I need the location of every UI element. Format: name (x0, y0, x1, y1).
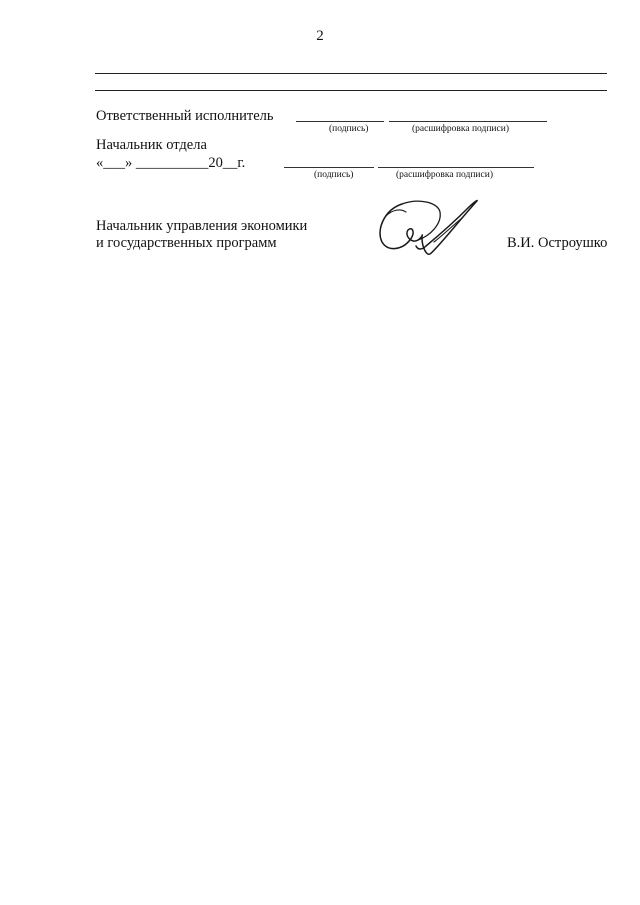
dept-head-label: Начальник отдела (96, 137, 207, 153)
chief-title-line-1: Начальник управления экономики (96, 218, 308, 234)
blank-line-2 (95, 90, 607, 91)
chief-title-line-2: и государственных программ (96, 235, 277, 251)
responsible-signature-line (296, 121, 384, 122)
responsible-signature-caption: (подпись) (329, 124, 369, 134)
chief-name: В.И. Остроушко (507, 235, 608, 251)
dept-head-signature-line (284, 167, 374, 168)
page-number: 2 (316, 28, 324, 44)
responsible-decoding-line (389, 121, 547, 122)
dept-head-decoding-caption: (расшифровка подписи) (396, 170, 493, 180)
dept-head-decoding-line (378, 167, 534, 168)
blank-line-1 (95, 73, 607, 74)
responsible-label: Ответственный исполнитель (96, 108, 274, 124)
dept-head-signature-caption: (подпись) (314, 170, 354, 180)
dept-head-date-line: «___» __________20__г. (96, 155, 246, 171)
responsible-decoding-caption: (расшифровка подписи) (412, 124, 509, 134)
handwritten-signature (372, 196, 484, 258)
